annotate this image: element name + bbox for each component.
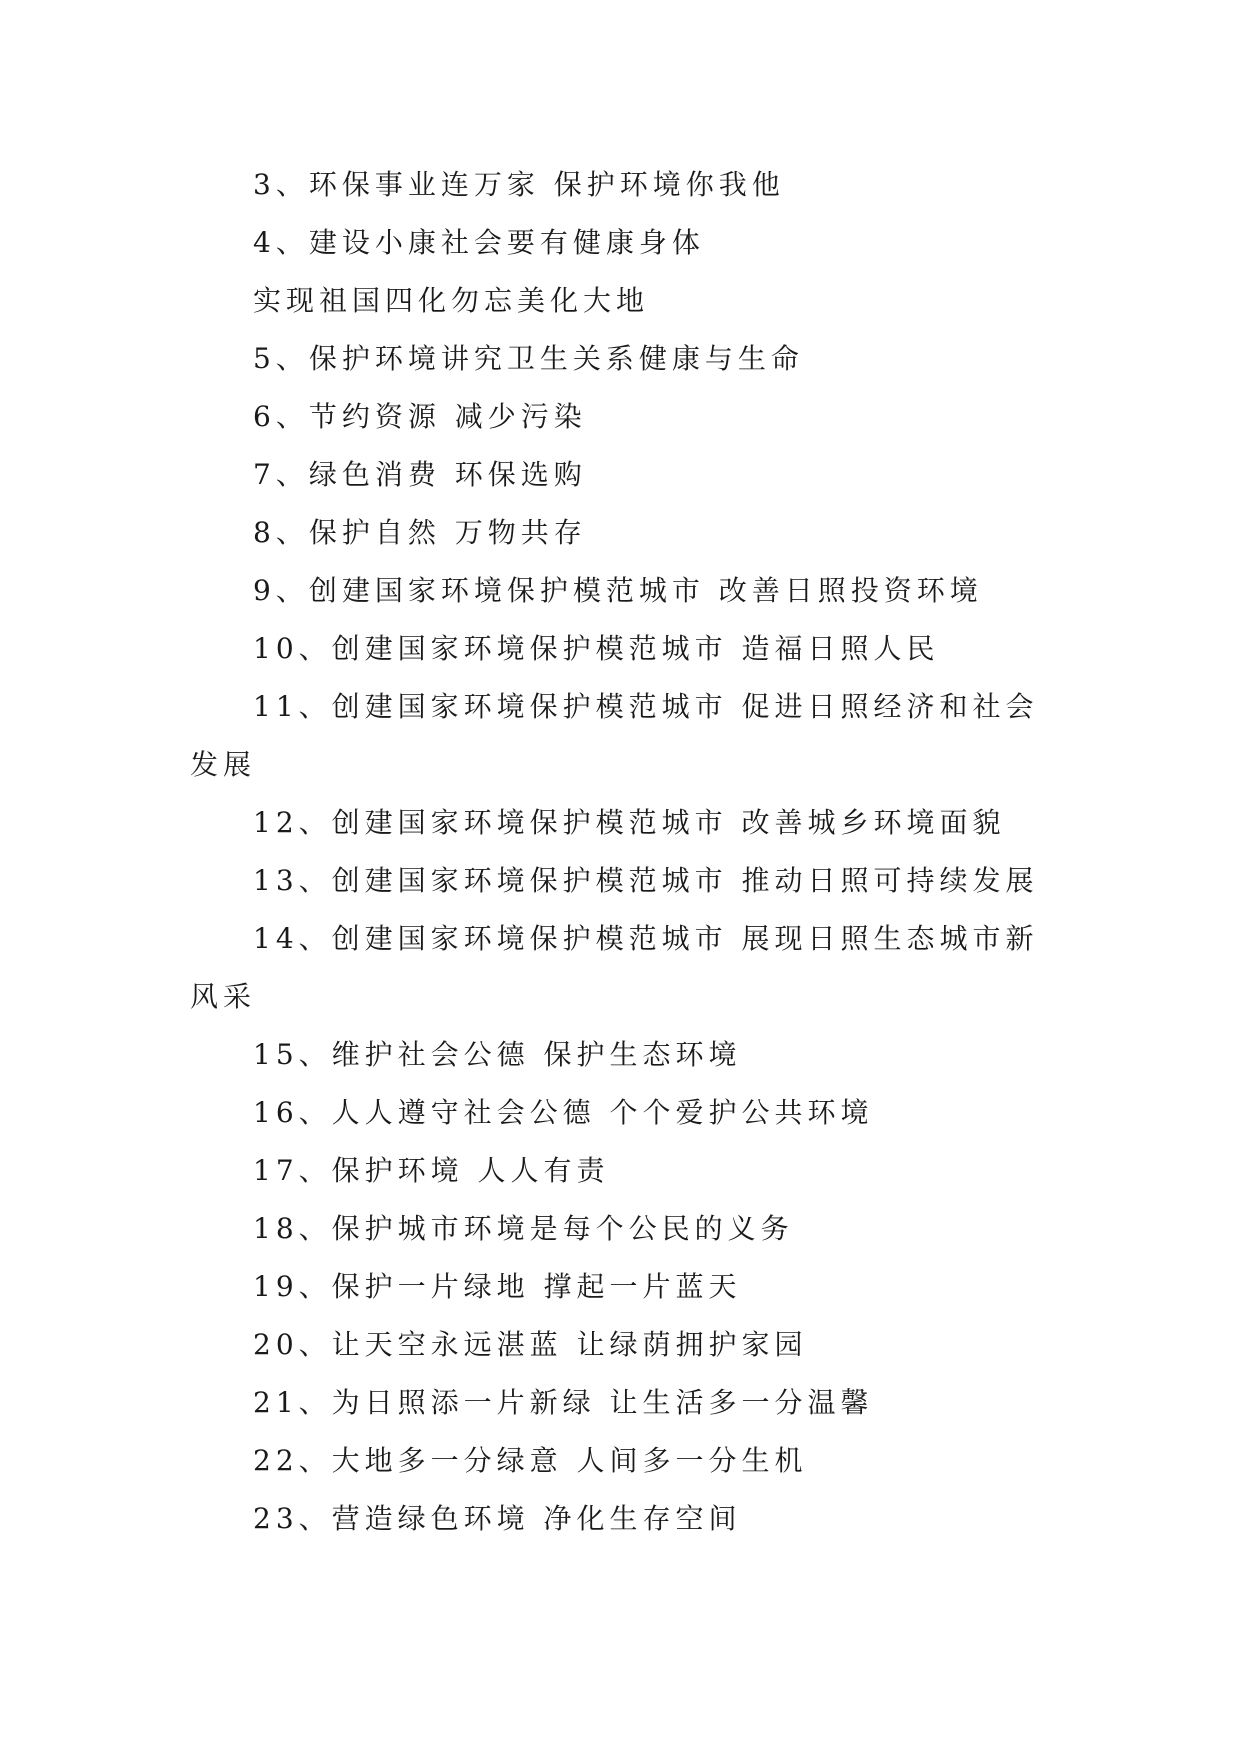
- text-line: 21、为日照添一片新绿 让生活多一分温馨: [253, 1386, 874, 1419]
- text-line: 发展: [190, 748, 257, 781]
- text-line: 12、创建国家环境保护模范城市 改善城乡环境面貌: [253, 806, 1006, 839]
- text-line: 5、保护环境讲究卫生关系健康与生命: [253, 342, 804, 375]
- text-line: 10、创建国家环境保护模范城市 造福日照人民: [253, 632, 940, 665]
- text-line: 16、人人遵守社会公德 个个爱护公共环境: [253, 1096, 874, 1129]
- text-line: 6、节约资源 减少污染: [253, 400, 587, 433]
- text-line: 13、创建国家环境保护模范城市 推动日照可持续发展: [253, 864, 1039, 897]
- text-line: 23、营造绿色环境 净化生存空间: [253, 1502, 742, 1535]
- text-line: 14、创建国家环境保护模范城市 展现日照生态城市新: [253, 922, 1039, 955]
- text-line: 11、创建国家环境保护模范城市 促进日照经济和社会: [253, 690, 1039, 723]
- text-line: 8、保护自然 万物共存: [253, 516, 587, 549]
- text-line: 7、绿色消费 环保选购: [253, 458, 587, 491]
- text-line: 22、大地多一分绿意 人间多一分生机: [253, 1444, 808, 1477]
- text-line: 3、环保事业连万家 保护环境你我他: [253, 168, 785, 201]
- text-line: 风采: [190, 980, 257, 1013]
- text-line: 9、创建国家环境保护模范城市 改善日照投资环境: [253, 574, 983, 607]
- text-line: 15、维护社会公德 保护生态环境: [253, 1038, 742, 1071]
- text-line: 4、建设小康社会要有健康身体: [253, 226, 705, 259]
- document-body: [190, 156, 1060, 1548]
- text-line: 19、保护一片绿地 撑起一片蓝天: [253, 1270, 742, 1303]
- text-line: 20、让天空永远湛蓝 让绿荫拥护家园: [253, 1328, 808, 1361]
- text-line: 18、保护城市环境是每个公民的义务: [253, 1212, 794, 1245]
- text-line: 实现祖国四化勿忘美化大地: [253, 284, 650, 317]
- text-line: 17、保护环境 人人有责: [253, 1154, 610, 1187]
